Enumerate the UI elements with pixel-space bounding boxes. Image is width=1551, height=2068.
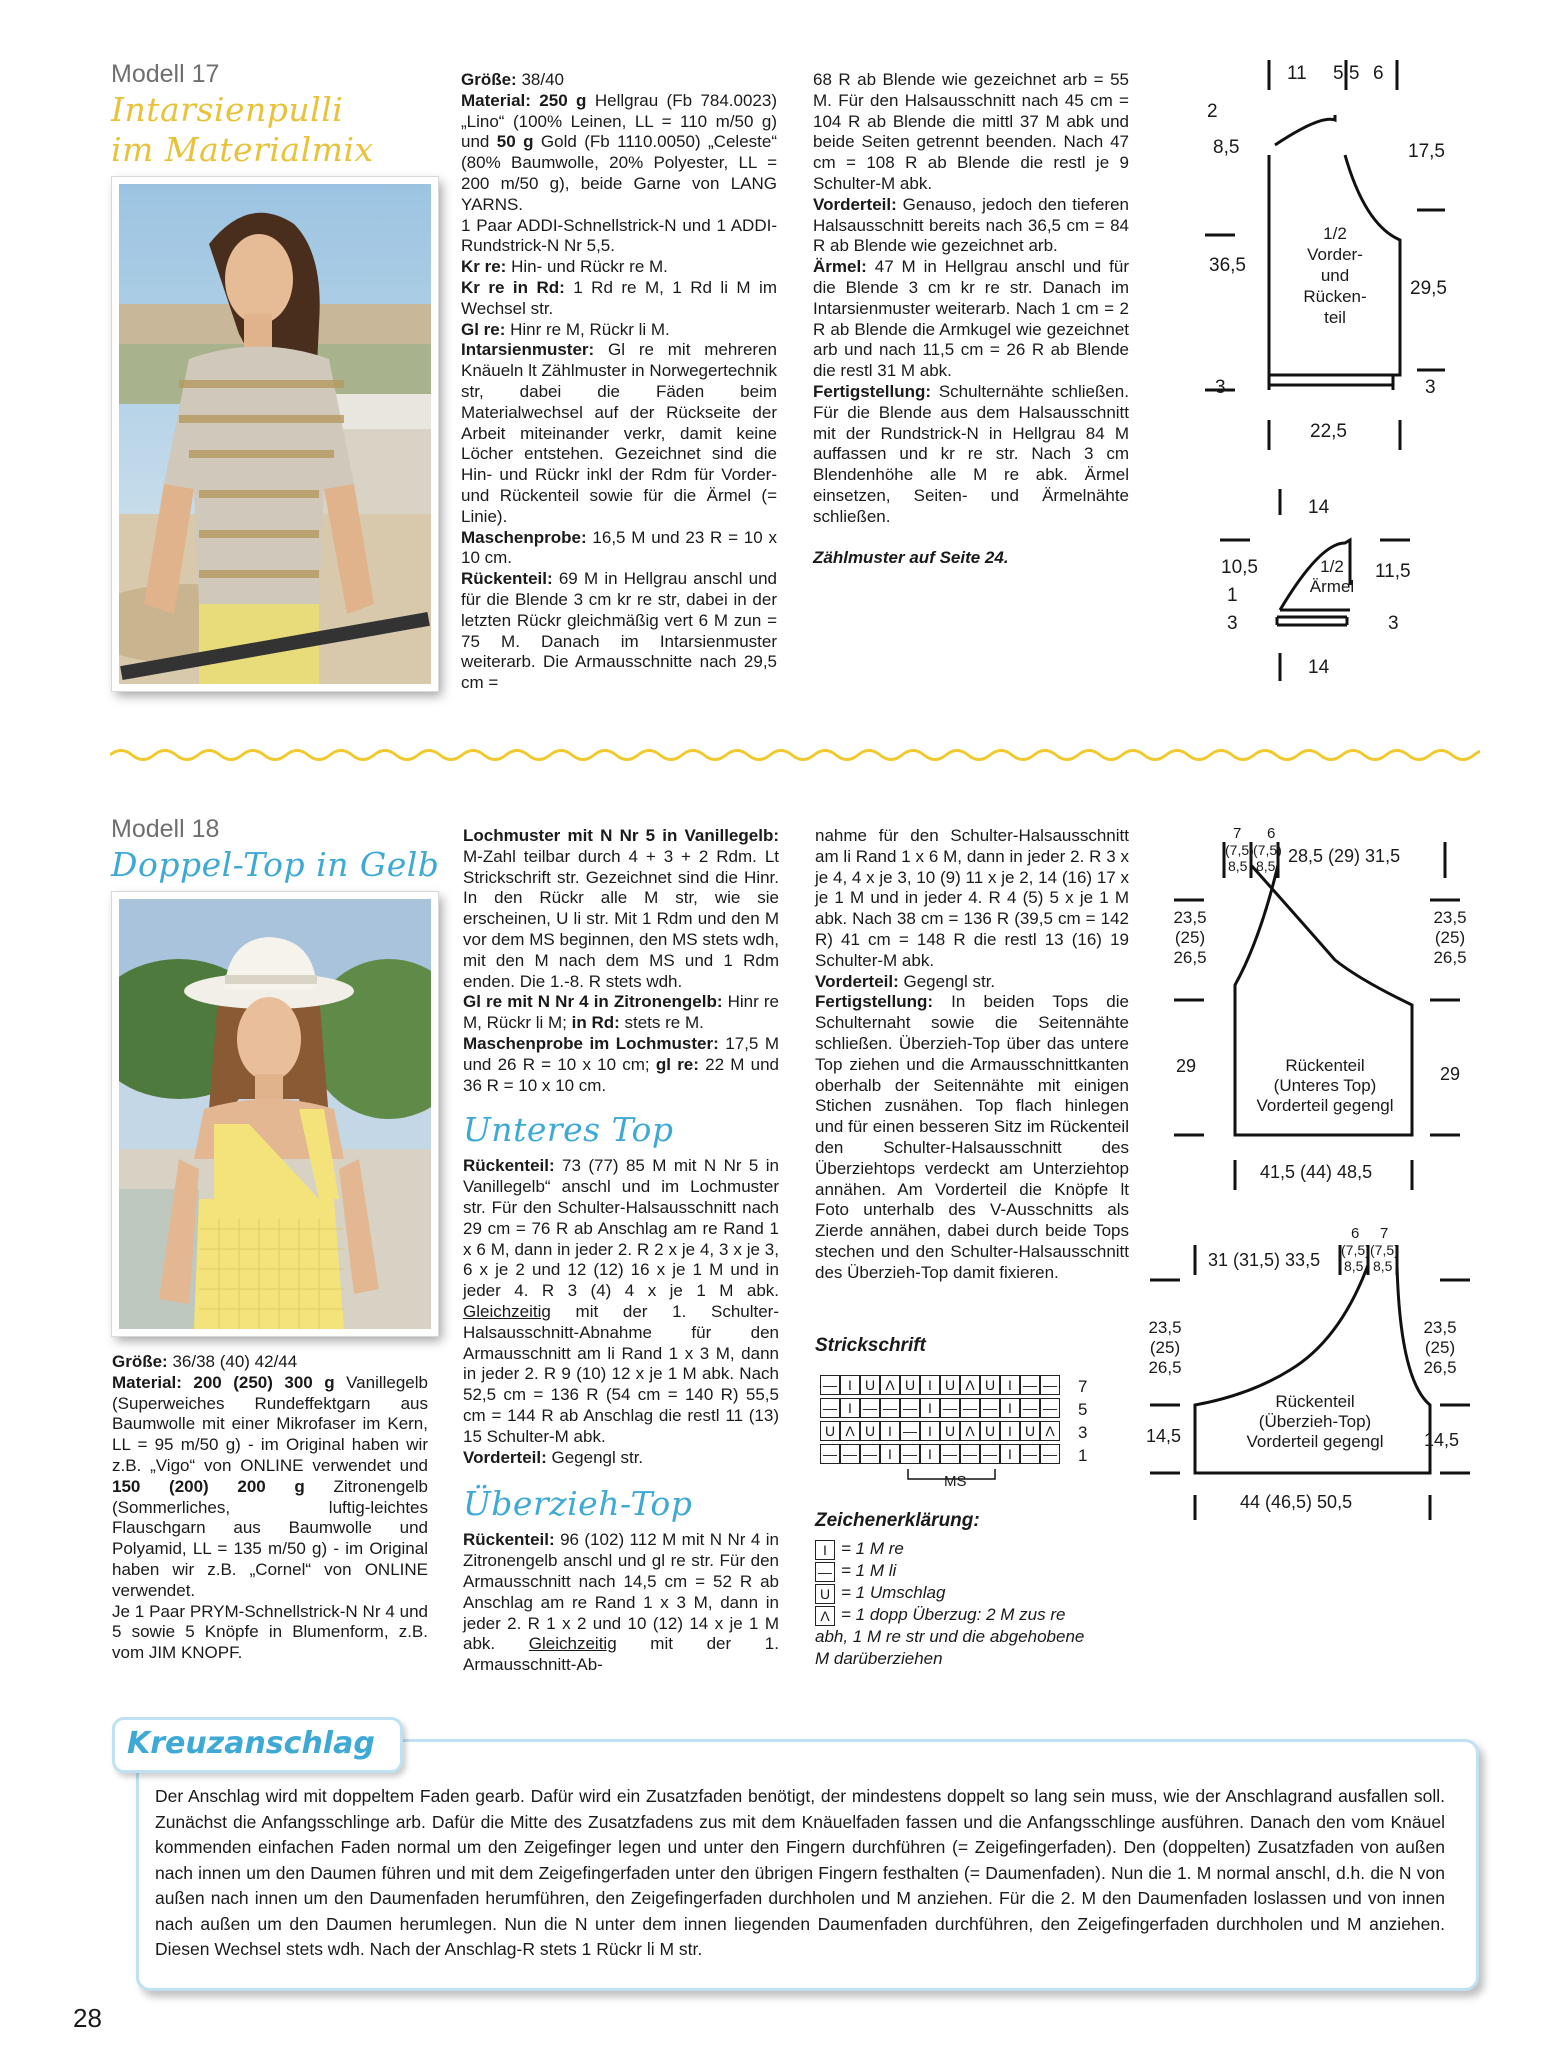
m18-unteres-top-heading: Unteres Top [463, 1110, 674, 1150]
ms-label: MS [944, 1473, 967, 1490]
m17-col2-aermel-text: 47 M in Hellgrau anschl und für die Blende 3 cm kr re str. Danach im Intarsienmuster weiterarb. Nach 1 cm = 2 R ab Blende die Armkugel wie gezeichnet arb und nach 11,5 cm = 26 R ab Blende die restl 31 M abk. [813, 257, 1129, 381]
m17-body-left-3: 36,5 [1209, 255, 1246, 276]
chart-cell: — [840, 1444, 860, 1464]
strickschrift-title: Strickschrift [815, 1335, 926, 1356]
m17-sleeve-left-3: 3 [1227, 613, 1238, 634]
legend-text-li: = 1 M li [841, 1561, 897, 1580]
chart-cell: — [1040, 1444, 1060, 1464]
m18-ueb-right-upper-2: (25) [1424, 1338, 1456, 1357]
chart-cell: I [840, 1398, 860, 1418]
modell-17-photo [112, 177, 438, 691]
m17-col1-material-label: Material: 250 g [461, 90, 587, 110]
m17-col2-vorder-text: Genauso, jedoch den tieferen Halsausschnitt bereits nach 36,5 cm = 84 R ab Blende wie gezeichnet arb. [813, 194, 1129, 256]
m18-unt-bottom: 41,5 (44) 48,5 [1260, 1162, 1373, 1182]
m18-col2-probe2-text: 22 M und 36 R = 10 x 10 cm. [463, 1054, 780, 1095]
m17-sleeve-left-1: 10,5 [1221, 557, 1258, 578]
chart-row-number-7: 7 [1078, 1377, 1088, 1396]
chart-cell: U [860, 1375, 880, 1395]
ms-bracket [820, 1467, 1060, 1491]
strickschrift-chart [820, 1375, 1090, 1490]
m18-col1-size-label: Größe: [112, 1352, 168, 1371]
chart-cell: U [940, 1375, 960, 1395]
m18-unt-right-upper-2: (25) [1434, 928, 1466, 947]
m18-ueb-top-bottom-2: 8,5 [1373, 1258, 1393, 1274]
m18-col2-ruecken2-label: Rückenteil: [463, 1530, 555, 1550]
modell-17-instructions-col2 [813, 70, 1129, 568]
m18-col2-vorder-text: Gegengl str. [546, 1447, 644, 1467]
m18-col2-lochmuster-text: M-Zahl teilbar durch 4 + 3 + 2 Rdm. Lt Strickschrift str. Gezeichnet sind die Hinr. In den Rückr alle M str, wie sie erscheinen, U li str. Mit 1 Rdm und den M vor dem MS beginnen, den MS stets wdh, mit den M nach dem MS und 1 Rdm enden. Die 1.-8. R stets wdh. [463, 846, 779, 991]
chart-cell: I [880, 1444, 900, 1464]
m18-ueb-top-small-2: 7 [1380, 1225, 1389, 1242]
m18-col1-material2-label: 150 (200) 200 g [112, 1476, 305, 1496]
purl-stitch-icon: — [815, 1562, 835, 1582]
m17-body-top-3: 6 [1373, 63, 1384, 84]
m17-col2-vorder-label: Vorderteil: [813, 194, 897, 214]
m17-col1-glre-label: Gl re: [461, 319, 506, 339]
knit-stitch-icon: I [815, 1540, 835, 1560]
m17-body-label-3: und [1320, 266, 1350, 285]
chart-cell: I [1000, 1444, 1020, 1464]
m18-ueb-left-upper-2: (25) [1149, 1338, 1181, 1357]
m18-ueb-bottom: 44 (46,5) 50,5 [1240, 1492, 1353, 1512]
m18-ueb-right-upper [1412, 1318, 1468, 1378]
chart-cell: I [920, 1444, 940, 1464]
m18-col2-ruecken-text2: mit der 1. Schulter-Halsausschnitt-Abnahme für den Armausschnitt am li Rand 1 x 3 M, dann in jeder 2. R 9 (10) 12 x je 1 M abk. Nach 52,5 cm = 136 R (54 cm = 140 R) 55,5 cm = 144 R ab Anschlag die restl 11 (13) 15 Schulter-M abk. [463, 1301, 779, 1446]
m18-ueb-right-upper-3: 26,5 [1423, 1358, 1457, 1377]
m17-body-left-2: 8,5 [1213, 137, 1240, 158]
woman-sweater-illustration [119, 184, 431, 684]
m18-col1-material-label: Material: 200 (250) 300 g [112, 1372, 335, 1392]
m18-col1-needles: Je 1 Paar PRYM-Schnellstrick-N Nr 4 und 5 sowie 5 Knöpfe in Blumenform, z.B. vom JIM KNOPF. [112, 1601, 428, 1663]
m18-unt-label-2: (Unteres Top) [1273, 1076, 1377, 1095]
m18-ueb-top-small-1: 6 [1351, 1225, 1360, 1242]
m18-col2-probe-text: 17,5 M und 26 R = 10 x 10 cm; [463, 1033, 779, 1074]
m18-col1-material2-text: Zitronengelb (Sommerliches, luftig-leichtes Flauschgarn aus Baumwolle und Polyamid, LL = 135 m/50 g) - im Original haben wir z.B. „Cornel“ von ONLINE verwendet. [112, 1476, 429, 1600]
m17-body-label-4: Rücken- [1303, 287, 1367, 306]
chart-cell: U [980, 1375, 1000, 1395]
m18-unt-right-upper [1426, 908, 1474, 968]
m18-ueb-left-upper-1: 23,5 [1148, 1318, 1182, 1337]
m17-body-left-4: 3 [1215, 377, 1226, 398]
chart-cell: I [880, 1421, 900, 1441]
m17-col1-ruecken-text: 69 M in Hellgrau anschl und für die Blende 3 cm kr re str, dabei in der letzten Rückr gleichmäßig vert 6 M zun = 75 M. Danach im Intarsienmuster weiterarb. Die Armausschnitte nach 29,5 cm = [461, 569, 777, 693]
chart-row-number-3: 3 [1078, 1423, 1088, 1442]
chart-cell: — [1040, 1375, 1060, 1395]
m17-sleeve-label-2: Ärmel [1309, 577, 1355, 596]
wave-divider [110, 745, 1480, 765]
m18-ueb-label [1225, 1392, 1405, 1452]
m18-unt-top-small-1: 7 [1233, 825, 1242, 842]
m18-col2-glre-text: Hinr re M, Rückr li M; [463, 992, 779, 1033]
chart-cell: U [940, 1421, 960, 1441]
m18-ueb-top-left: 31 (31,5) 33,5 [1208, 1250, 1321, 1270]
m17-body-bottom: 22,5 [1310, 421, 1347, 442]
m18-schema-unteres-outline [1160, 820, 1480, 1200]
legend-item-ueberzug [815, 1604, 1085, 1670]
chart-cell: Λ [880, 1375, 900, 1395]
m18-col2-gleichzeitig-1: Gleichzeitig [463, 1301, 551, 1321]
chart-cell: — [940, 1444, 960, 1464]
m18-unt-right-upper-3: 26,5 [1433, 948, 1467, 967]
m18-col2-ruecken2-text2: mit der 1. Armausschnitt-Ab- [463, 1634, 779, 1675]
m18-col2-inrd-text: stets re M. [619, 1013, 704, 1033]
kreuzanschlag-title: Kreuzanschlag [127, 1726, 375, 1761]
m17-col1-gold-label: 50 g [496, 132, 534, 152]
m18-col2-probe2-label: gl re: [655, 1054, 699, 1074]
chart-cell: U [980, 1421, 1000, 1441]
m17-body-label-2: Vorder- [1307, 245, 1363, 264]
chart-cell: U [900, 1375, 920, 1395]
m18-ueb-left-low: 14,5 [1146, 1426, 1182, 1446]
m18-col2-glre-label: Gl re mit N Nr 4 in Zitronengelb: [463, 992, 723, 1012]
kreuzanschlag-tab [112, 1717, 403, 1773]
m18-ueb-right-low: 14,5 [1424, 1430, 1460, 1450]
m17-body-right-3: 3 [1425, 377, 1436, 398]
m18-col2-lochmuster-label: Lochmuster mit N Nr 5 in Vanillegelb: [463, 826, 779, 845]
m17-col1-needles: 1 Paar ADDI-Schnellstrick-N und 1 ADDI-Rundstrick-N Nr 5,5. [461, 215, 777, 256]
legend-text-ueberzug: = 1 dopp Überzug: 2 M zus re abh, 1 M re str und die abgehobene M darüberziehen [815, 1605, 1085, 1668]
strickschrift-row-numbers [1078, 1375, 1087, 1467]
chart-cell: I [840, 1375, 860, 1395]
chart-cell: I [920, 1375, 940, 1395]
m17-col1-krrd-label: Kr re in Rd: [461, 277, 565, 297]
m17-col1-maschenprobe-label: Maschenprobe: [461, 527, 587, 547]
m17-body-top-1: 11 [1287, 63, 1307, 84]
m18-ueb-label-1: Rückenteil [1275, 1392, 1355, 1411]
m17-col1-material-text: Hellgrau (Fb 784.0023) „Lino“ (100% Leinen, LL = 110 m/50 g) und [461, 90, 778, 152]
woman-top-illustration [119, 899, 431, 1329]
m18-col2-probe-label: Maschenprobe im Lochmuster: [463, 1033, 719, 1053]
legend-item-li [815, 1560, 1085, 1582]
m17-sleeve-label-1: 1/2 [1320, 557, 1344, 576]
m18-unt-right-upper-1: 23,5 [1433, 908, 1467, 927]
m17-sleeve-label [1307, 557, 1357, 597]
m17-col1-size-text: 38/40 [516, 70, 564, 89]
m17-zaehlmuster-note: Zählmuster auf Seite 24. [813, 547, 1009, 567]
m17-col2-fertig-label: Fertigstellung: [813, 381, 932, 401]
chart-cell: — [900, 1421, 920, 1441]
m18-unt-left-upper-3: 26,5 [1173, 948, 1207, 967]
kreuzanschlag-text: Der Anschlag wird mit doppeltem Faden gearb. Dafür wird ein Zusatzfaden benötigt, der mindestens doppelt so lang sein muss, wie der Anschlagrand ausfallen soll. Zunächst die Anfangsschlinge arb. Dafür die Mitte des Zusatzfadens zus mit dem Knäuelfaden fassen und die Anfangsschlinge ausführen. Danach den vom Knäuel kommenden einfachen Faden normal um den Zeigefinger legen und unter den Fingern durchführen (= Zeigefingerfaden). Den (doppelten) Zusatzfaden von außen nach innen um den Daumen führen und mit dem Zeigefingerfaden unter den übrigen Fingern festhalten (= Daumenfaden). Nun die 1. M normal anschl, d.h. die N von außen nach innen um den Daumenfaden herumführen, den Zeigefingerfaden durchholen und M anziehen. Für die 2. M den Daumenfaden loslassen und von innen nach außen um den Daumen herumlegen. Nun die N unter dem innen liegenden Daumenfaden durchführen, den Zeigefingerfaden durchholen und M anziehen. Diesen Wechsel stets wdh. Nach der Anschlag-R stets 1 Rückr li M str. [155, 1786, 1445, 1959]
modell-18-instructions-col3 [815, 826, 1129, 1284]
m17-col1-krre-text: Hin- und Rückr re M. [506, 257, 668, 277]
m18-ueb-top-paren-2: (7,5) [1370, 1242, 1399, 1258]
m18-unt-top-paren-2: (7,5) [1253, 842, 1282, 858]
m18-unt-left-upper-1: 23,5 [1173, 908, 1207, 927]
m18-ueb-top-bottom-1: 8,5 [1344, 1258, 1364, 1274]
m18-ueb-right-upper-1: 23,5 [1423, 1318, 1457, 1337]
modell-18-label: Modell 18 [111, 815, 220, 843]
m18-col2-ruecken2-text: 96 (102) 112 M mit N Nr 4 in Zitronengelb anschl und gl re str. Für den Armausschnitt nach 14,5 cm = 52 R ab Anschlag am re Rand 1 x 3 M, dann in jeder 2. R 1 x 2 und 10 (12) 14 x je 1 M abk. [463, 1530, 779, 1654]
m17-col2-aermel-label: Ärmel: [813, 257, 867, 277]
m18-ueb-top-paren-1: (7,5) [1341, 1242, 1370, 1258]
chart-cell: — [1020, 1444, 1040, 1464]
m18-unt-top-bottom-2: 8,5 [1256, 858, 1276, 874]
m18-unt-top-right: 28,5 (29) 31,5 [1288, 846, 1401, 866]
m17-sleeve-bottom: 14 [1308, 657, 1330, 678]
modell-17-title-line2: im Materialmix [111, 130, 374, 169]
chart-cell: I [1000, 1375, 1020, 1395]
m18-col3-vorder-label: Vorderteil: [815, 971, 899, 991]
m18-unt-label-1: Rückenteil [1285, 1056, 1365, 1075]
m18-schema-unteres [1160, 820, 1480, 1200]
m17-body-label [1295, 223, 1375, 328]
chart-cell: Λ [960, 1421, 980, 1441]
modell-17-title-line1: Intarsienpulli [111, 90, 344, 129]
m18-col3-vorder-text: Gegengl str. [898, 971, 996, 991]
chart-cell: — [1040, 1398, 1060, 1418]
m18-ueberzieh-top-heading: Überzieh-Top [463, 1484, 693, 1524]
m18-unt-right-mid: 29 [1440, 1064, 1461, 1084]
m18-col2-vorder-label: Vorderteil: [463, 1447, 547, 1467]
m17-sleeve-top: 14 [1308, 497, 1330, 518]
m17-col1-glre-text: Hinr re M, Rückr li M. [505, 319, 670, 339]
chart-cell: — [820, 1444, 840, 1464]
m17-body-left-1: 2 [1207, 101, 1218, 122]
page-number: 28 [73, 2003, 102, 2033]
m18-unt-left-mid: 29 [1176, 1056, 1197, 1076]
chart-cell: U [1020, 1421, 1040, 1441]
m18-col3-fertig-label: Fertigstellung: [815, 992, 934, 1012]
chart-cell: I [920, 1398, 940, 1418]
modell-17-instructions-col1 [461, 70, 777, 694]
chart-row-number-1: 1 [1078, 1446, 1088, 1465]
m18-col2-ruecken-text: 73 (77) 85 M mit N Nr 5 in Vanillegelb“ anschl und im Lochmuster str. Für den Schulter-Halsausschnitt nach 29 cm = 76 R ab Anschlag am re Rand 1 x 6 M, dann in jeder 2. R 2 x je 4, 3 x je 3, 6 x je 2 und 12 (12) 16 x je 1 M und in jeder 4. R 3 (4) 4 x je 1 M abk. [463, 1156, 779, 1301]
chart-cell: — [860, 1398, 880, 1418]
m18-unt-top-paren-1: (7,5) [1225, 842, 1254, 858]
modell-17-label: Modell 17 [111, 60, 220, 88]
chart-cell: — [980, 1444, 1000, 1464]
modell-18-photo [112, 892, 438, 1336]
m18-col2-inrd-label: in Rd: [571, 1013, 620, 1033]
legend-text-re: = 1 M re [841, 1539, 904, 1558]
m18-ueb-left-upper-3: 26,5 [1148, 1358, 1182, 1377]
chart-cell: — [900, 1444, 920, 1464]
m18-unt-label-3: Vorderteil gegengl [1256, 1096, 1394, 1115]
m17-schema-sleeve [1215, 485, 1435, 685]
m17-col2-fertig-text: Schulternähte schließen. Für die Blende aus dem Halsausschnitt mit der Rundstrick-N in Hellgrau 84 M auffassen und kr re str. Nach 3 cm Blendenhöhe alle M re abk. Ärmel einsetzen, Seiten- und Ärmelnähte schließen. [813, 381, 1129, 526]
chart-cell: — [940, 1398, 960, 1418]
m17-col1-ruecken-label: Rückenteil: [461, 569, 553, 589]
legend-item-re [815, 1538, 1085, 1560]
legend-text-umschlag: = 1 Umschlag [841, 1583, 946, 1602]
m18-unt-left-upper [1166, 908, 1214, 968]
chart-cell: — [880, 1398, 900, 1418]
chart-cell: — [960, 1444, 980, 1464]
m17-body-right-2: 29,5 [1410, 278, 1447, 299]
m17-col1-krre-label: Kr re: [461, 257, 507, 277]
m18-unt-top-bottom-1: 8,5 [1228, 858, 1248, 874]
m17-col1-intarsien-label: Intarsienmuster: [461, 340, 595, 360]
m17-body-top-2: 5,5 [1333, 63, 1360, 84]
modell-18-instructions-col1 [112, 1352, 428, 1664]
chart-cell: I [1000, 1398, 1020, 1418]
chart-cell: — [860, 1444, 880, 1464]
m18-unt-left-upper-2: (25) [1174, 928, 1206, 947]
m17-body-label-5: teil [1324, 308, 1346, 327]
kreuzanschlag-box [136, 1739, 1479, 1991]
chart-row-number-5: 5 [1078, 1400, 1088, 1419]
m18-ueb-left-upper [1140, 1318, 1190, 1378]
m17-body-label-1: 1/2 [1323, 224, 1347, 243]
zeichenerklaerung-title: Zeichenerklärung: [815, 1510, 980, 1531]
m18-col3-cont: nahme für den Schulter-Halsausschnitt am li Rand 1 x 6 M, dann in jeder 2. R 3 x je 4, 4 x je 3, 10 (9) 11 x je 2, 14 (16) 17 x je 1 M und in jeder 4. R 4 (5) 5 x je 1 M abk. Nach 38 cm = 136 R (39,5 cm = 142 R) 41 cm = 148 R die restl 13 (16) 19 Schulter-M abk. [815, 826, 1129, 970]
zeichenerklaerung-list [815, 1538, 1085, 1670]
m17-schema-body [1195, 55, 1485, 455]
chart-cell: U [860, 1421, 880, 1441]
m18-ueb-label-2: (Überzieh-Top) [1258, 1412, 1372, 1431]
modell-18-title: Doppel-Top in Gelb [111, 845, 440, 884]
chart-cell: — [960, 1398, 980, 1418]
m18-ueb-label-3: Vorderteil gegengl [1246, 1432, 1384, 1451]
chart-cell: — [1020, 1398, 1040, 1418]
m18-unt-label [1240, 1056, 1410, 1116]
m18-col2-ruecken-label: Rückenteil: [463, 1156, 555, 1176]
chart-cell: I [1000, 1421, 1020, 1441]
double-decrease-icon: Λ [815, 1606, 835, 1626]
m17-col1-gold-text: Gold (Fb 1110.0050) „Celeste“ (80% Baumwolle, 20% Polyester, LL = 200 m/50 g), beide Garne von LANG YARNS. [461, 132, 777, 214]
m17-col1-maschenprobe-text: 16,5 M und 23 R = 10 x 10 cm. [461, 527, 777, 568]
yarn-over-icon: U [815, 1584, 835, 1604]
m17-col2-cont: 68 R ab Blende wie gezeichnet arb = 55 M. Für den Halsausschnitt nach 45 cm = 104 R ab Blende die mittl 37 M abk und beide Seiten getrennt beenden. Nach 47 cm = 108 R ab Blende die restl je 9 Schulter-M abk. [813, 70, 1129, 193]
chart-cell: U [820, 1421, 840, 1441]
chart-cell: I [920, 1421, 940, 1441]
m18-unt-top-small-2: 6 [1267, 825, 1276, 842]
m18-col1-material-text: Vanillegelb (Superweiches Rundeffektgarn aus Baumwolle mit einer Mikrofaser im Kern, LL = 95 m/50 g) - im Original haben wir z.B. „Vigo“ von ONLINE verwendet und [112, 1372, 428, 1475]
m17-sleeve-right-2: 3 [1388, 613, 1399, 634]
m17-col1-intarsien-text: Gl re mit mehreren Knäueln lt Zählmuster in Norwegertechnik str, dabei die Fäden beim Materialwechsel auf der Rückseite der Arbeit miteinander verkr, damit keine Löcher entstehen. Gezeichnet sind die Hin- und Rückr inkl der Rdm für Vorder- und Rückenteil sowie für die Ärmel (= Linie). [461, 340, 777, 526]
m17-col1-krrd-text: 1 Rd re M, 1 Rd li M im Wechsel str. [461, 277, 777, 318]
m18-col3-fertig-text: In beiden Tops die Schulternaht sowie die Seitennähte schließen. Überzieh-Top über das untere Top ziehen und die Armausschnittkanten oberhalb der Seitennähte mit einigen Stichen zusnähen. Top flach hinlegen und für einen besseren Sitz im Rückenteil den Schulter-Halsausschnitt des Überziehtops verdeckt am Unterziehtop annähen. Am Vorderteil die Knöpfe lt Foto unterhalb des V-Ausschnitts als Zierde annähen, dabei durch beide Tops stechen und den Schulter-Halsausschnitt des Überzieh-Top damit fixieren. [815, 992, 1129, 1282]
chart-cell: Λ [960, 1375, 980, 1395]
chart-cell: — [1020, 1375, 1040, 1395]
m18-col1-size-text: 36/38 (40) 42/44 [167, 1352, 298, 1371]
m18-col2-gleichzeitig-2: Gleichzeitig [528, 1634, 617, 1654]
chart-cell: Λ [1040, 1421, 1060, 1441]
chart-cell: — [900, 1398, 920, 1418]
chart-cell: — [980, 1398, 1000, 1418]
m17-col1-size-label: Größe: [461, 70, 517, 89]
chart-cell: Λ [840, 1421, 860, 1441]
m17-sleeve-left-2: 1 [1227, 585, 1238, 606]
legend-item-umschlag [815, 1582, 1085, 1604]
chart-cell: — [820, 1398, 840, 1418]
chart-cell: — [820, 1375, 840, 1395]
m17-sleeve-right-1: 11,5 [1375, 561, 1411, 582]
modell-18-instructions-col2 [463, 826, 779, 1676]
m17-body-right-1: 17,5 [1408, 141, 1445, 162]
m18-schema-ueberzieh [1140, 1220, 1480, 1520]
